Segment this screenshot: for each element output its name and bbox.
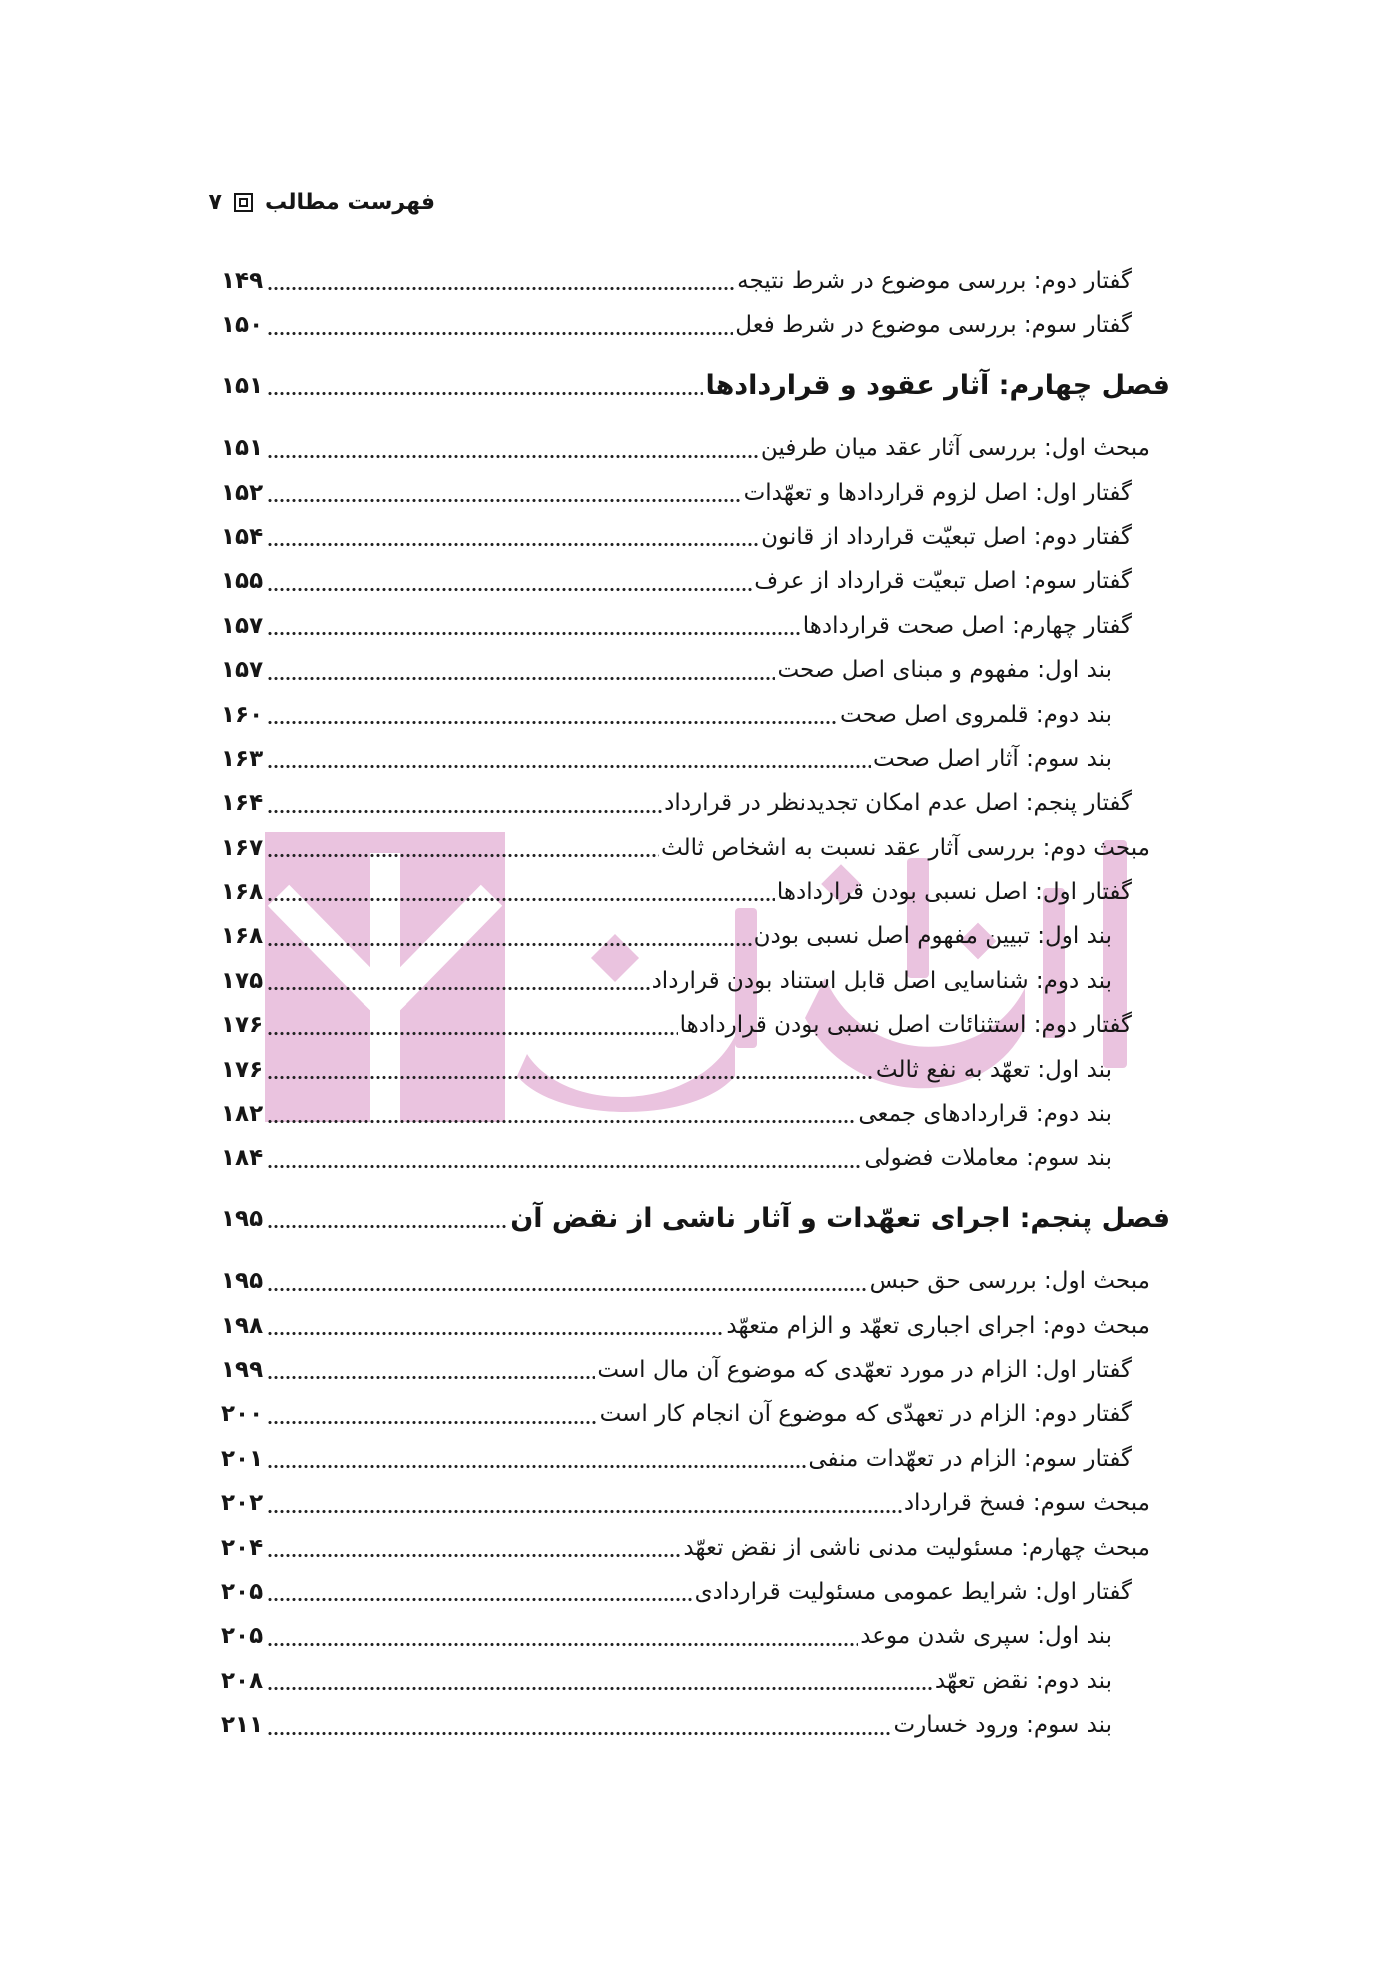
toc-entry-title: گفتار دوم: استثنائات اصل نسبی بودن قراردادها — [679, 1012, 1132, 1039]
toc-entry-title: مبحث دوم: بررسی آثار عقد نسبت به اشخاص ثالث — [661, 834, 1150, 861]
dot-leader — [267, 1003, 678, 1047]
toc-entry-page: ۲۱۱ — [221, 1712, 264, 1739]
dot-leader — [267, 1481, 902, 1525]
dot-leader — [267, 1092, 856, 1136]
toc-entry-title: فصل چهارم: آثار عقود و قراردادها — [705, 369, 1170, 401]
toc-entry-page: ۱۹۵ — [221, 1268, 264, 1295]
toc-entry-page: ۱۵۰ — [221, 312, 264, 339]
toc-entry-title: گفتار سوم: الزام در تعهّدات منفی — [808, 1445, 1132, 1472]
toc-entry-page: ۲۰۱ — [221, 1445, 264, 1472]
toc-entry — [221, 1526, 1170, 1570]
dot-leader — [267, 426, 759, 470]
toc-entry-page: ۲۰۲ — [221, 1490, 264, 1517]
toc-entry-title: بند اول: تعهّد به نفع ثالث — [875, 1056, 1112, 1083]
toc-entry — [221, 781, 1170, 825]
toc-entry-page: ۱۸۲ — [221, 1101, 264, 1128]
toc-entry — [221, 426, 1170, 470]
dot-leader — [267, 303, 733, 347]
toc-entry-title: بند اول: تبیین مفهوم اصل نسبی بودن — [753, 923, 1112, 950]
toc-entry-title: بند دوم: نقض تعهّد — [934, 1667, 1112, 1694]
dot-leader — [267, 648, 775, 692]
toc-entry-title: مبحث دوم: اجرای اجباری تعهّد و الزام متعهّد — [726, 1312, 1150, 1339]
toc-entry-page: ۲۰۴ — [221, 1534, 264, 1561]
header-title: فهرست مطالب — [264, 189, 435, 215]
toc-entry-title: بند سوم: ورود خسارت — [893, 1712, 1112, 1739]
toc-entry-page: ۱۴۹ — [221, 268, 264, 294]
dot-leader — [267, 364, 703, 408]
dot-leader — [267, 1136, 862, 1180]
toc-entry-page: ۱۸۴ — [221, 1145, 264, 1172]
dot-leader — [267, 1437, 806, 1481]
toc-entry-title: بند دوم: شناسایی اصل قابل استناد بودن قرارداد — [651, 967, 1112, 994]
toc-entry — [221, 559, 1170, 603]
framed-square-icon — [234, 193, 253, 212]
toc-entry-page: ۱۶۷ — [221, 834, 264, 861]
toc-entry — [221, 1304, 1170, 1348]
toc-entry-page: ۱۹۹ — [221, 1356, 264, 1383]
toc-entry — [221, 1392, 1170, 1436]
toc-entry-page: ۱۷۵ — [221, 967, 264, 994]
toc-entry-title: فصل پنجم: اجرای تعهّدات و آثار ناشی از نقض آن — [510, 1202, 1170, 1234]
toc-entry-page: ۲۰۵ — [221, 1623, 264, 1650]
toc-chapter-entry — [221, 364, 1170, 408]
dot-leader — [267, 559, 752, 603]
toc-entry-title: مبحث اول: بررسی آثار عقد میان طرفین — [760, 435, 1150, 462]
dot-leader — [267, 604, 801, 648]
toc-entry-title: بند دوم: قلمروی اصل صحت — [839, 701, 1112, 728]
toc-entry-title: بند سوم: معاملات فضولی — [864, 1145, 1112, 1172]
toc-entry — [221, 303, 1170, 347]
dot-leader — [267, 781, 662, 825]
dot-leader — [267, 870, 775, 914]
header-page-number: ۷ — [208, 189, 222, 215]
toc-entry — [221, 1136, 1170, 1180]
toc-entry — [221, 1348, 1170, 1392]
toc-entry — [221, 604, 1170, 648]
toc-entry — [221, 1003, 1170, 1047]
toc-entry-title: بند اول: سپری شدن موعد — [860, 1623, 1112, 1650]
toc-entry — [221, 1481, 1170, 1525]
toc-entry-title: گفتار اول: اصل نسبی بودن قراردادها — [776, 879, 1132, 906]
toc-entry-page: ۲۰۰ — [221, 1401, 264, 1428]
toc-entry-title: بند دوم: قراردادهای جمعی — [858, 1101, 1112, 1128]
toc-entry — [221, 1659, 1170, 1703]
dot-leader — [267, 1304, 724, 1348]
dot-leader — [267, 1526, 681, 1570]
dot-leader — [267, 1259, 867, 1303]
toc-entry-page: ۱۵۵ — [221, 568, 264, 595]
toc-entry-title: گفتار چهارم: اصل صحت قراردادها — [802, 612, 1132, 639]
toc-entry-title: گفتار اول: شرایط عمومی مسئولیت قراردادی — [694, 1578, 1132, 1605]
dot-leader — [267, 1614, 858, 1658]
dot-leader — [267, 693, 838, 737]
dot-leader — [267, 1570, 692, 1614]
toc-entry-page: ۱۶۸ — [221, 879, 264, 906]
toc-entry-title: بند اول: مفهوم و مبنای اصل صحت — [777, 657, 1112, 684]
toc-entry-title: گفتار پنجم: اصل عدم امکان تجدیدنظر در قرارداد — [664, 790, 1132, 817]
dot-leader — [267, 1659, 933, 1703]
toc-entry — [221, 693, 1170, 737]
dot-leader — [267, 1197, 508, 1241]
toc-entry-page: ۱۵۱ — [221, 435, 264, 462]
dot-leader — [267, 471, 742, 515]
toc-entry-title: گفتار دوم: الزام در تعهدّی که موضوع آن انجام کار است — [599, 1401, 1132, 1428]
toc-entry-page: ۱۵۱ — [221, 372, 264, 399]
toc-entry-page: ۱۹۸ — [221, 1312, 264, 1339]
toc-entry-title: بند سوم: آثار اصل صحت — [872, 745, 1112, 772]
toc-entry — [221, 737, 1170, 781]
running-header — [209, 182, 436, 222]
toc-entry-page: ۲۰۵ — [221, 1578, 264, 1605]
toc-entry — [221, 914, 1170, 958]
toc-entry-title: گفتار اول: الزام در مورد تعهّدی که موضوع آن مال است — [597, 1356, 1132, 1383]
toc-entry — [221, 826, 1170, 870]
toc-entry-page: ۱۷۶ — [221, 1012, 264, 1039]
toc-entry — [221, 870, 1170, 914]
toc-entry — [221, 1048, 1170, 1092]
toc-entry-title: گفتار اول: اصل لزوم قراردادها و تعهّدات — [743, 479, 1132, 506]
toc-entry-title: مبحث اول: بررسی حق حبس — [869, 1268, 1150, 1295]
dot-leader — [267, 1048, 874, 1092]
toc-entry — [221, 959, 1170, 1003]
dot-leader — [267, 737, 871, 781]
toc-entry — [221, 515, 1170, 559]
toc-entry-title: گفتار سوم: بررسی موضوع در شرط فعل — [735, 312, 1132, 339]
table-of-contents — [221, 259, 1170, 1748]
toc-entry-page: ۱۷۶ — [221, 1056, 264, 1083]
dot-leader — [267, 259, 735, 303]
toc-entry-page: ۱۶۸ — [221, 923, 264, 950]
dot-leader — [267, 959, 649, 1003]
toc-entry-page: ۱۵۲ — [221, 479, 264, 506]
toc-entry — [221, 471, 1170, 515]
dot-leader — [267, 1348, 595, 1392]
toc-entry-title: گفتار سوم: اصل تبعیّت قرارداد از عرف — [754, 568, 1132, 595]
toc-entry-title: گفتار دوم: اصل تبعیّت قرارداد از قانون — [761, 523, 1132, 550]
dot-leader — [267, 515, 759, 559]
dot-leader — [267, 1392, 597, 1436]
toc-entry-page: ۲۰۸ — [221, 1667, 264, 1694]
toc-entry-title: مبحث سوم: فسخ قرارداد — [903, 1490, 1150, 1517]
toc-entry-page: ۱۹۵ — [221, 1205, 264, 1232]
toc-entry — [221, 648, 1170, 692]
toc-entry-page: ۱۵۷ — [221, 657, 264, 684]
dot-leader — [267, 914, 751, 958]
toc-entry — [221, 1437, 1170, 1481]
toc-entry-page: ۱۵۷ — [221, 612, 264, 639]
toc-entry-page: ۱۵۴ — [221, 523, 264, 550]
toc-entry — [221, 1703, 1170, 1747]
toc-entry — [221, 259, 1170, 303]
toc-entry — [221, 1614, 1170, 1658]
dot-leader — [267, 826, 659, 870]
toc-entry-page: ۱۶۴ — [221, 790, 264, 817]
toc-entry-page: ۱۶۰ — [221, 701, 264, 728]
toc-entry-title: گفتار دوم: بررسی موضوع در شرط نتیجه — [737, 268, 1132, 294]
toc-entry — [221, 1092, 1170, 1136]
toc-entry — [221, 1259, 1170, 1303]
toc-chapter-entry — [221, 1197, 1170, 1241]
toc-entry-page: ۱۶۳ — [221, 745, 264, 772]
toc-entry-title: مبحث چهارم: مسئولیت مدنی ناشی از نقض تعهّد — [683, 1534, 1150, 1561]
toc-entry — [221, 1570, 1170, 1614]
dot-leader — [267, 1703, 891, 1747]
